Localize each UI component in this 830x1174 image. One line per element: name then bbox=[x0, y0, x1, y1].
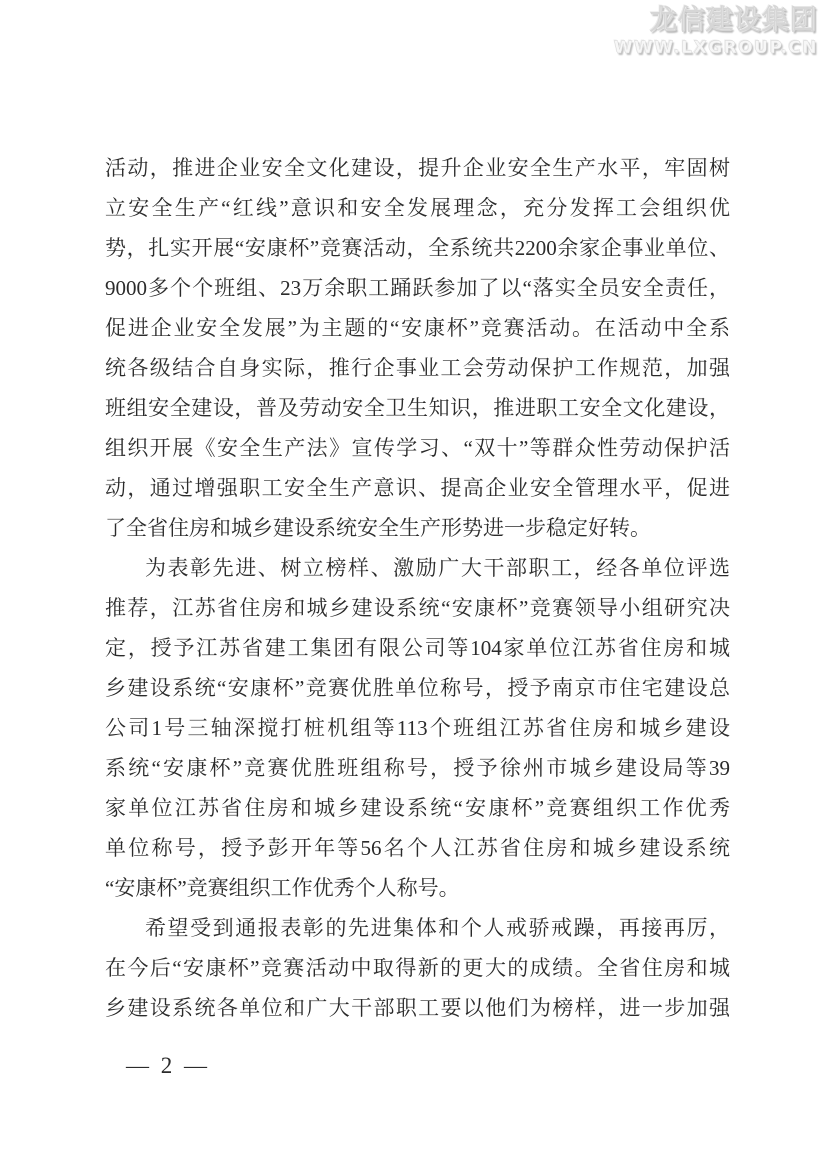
text-line: 动，通过增强职工安全生产意识、提高企业安全管理水平，促进 bbox=[105, 476, 730, 500]
text-line: 9000多个个班组、23万余职工踊跃参加了以“落实全员安全责任， bbox=[105, 276, 730, 300]
text-line: 势，扎实开展“安康杯”竞赛活动，全系统共2200余家企事业单位、 bbox=[105, 236, 730, 260]
text-line: 公司1号三轴深搅打桩机组等113个班组江苏省住房和城乡建设 bbox=[105, 716, 730, 740]
text-line: 班组安全建设，普及劳动安全卫生知识，推进职工安全文化建设， bbox=[105, 396, 730, 420]
text-line: 统各级结合自身实际，推行企事业工会劳动保护工作规范，加强 bbox=[105, 356, 730, 380]
page-number: — 2 — bbox=[126, 1053, 208, 1078]
text-line: 家单位江苏省住房和城乡建设系统“安康杯”竞赛组织工作优秀 bbox=[105, 796, 730, 820]
text-line: 定，授予江苏省建工集团有限公司等104家单位江苏省住房和城 bbox=[105, 636, 730, 660]
text-line: 组织开展《安全生产法》宣传学习、“双十”等群众性劳动保护活 bbox=[105, 436, 730, 460]
text-line: 希望受到通报表彰的先进集体和个人戒骄戒躁，再接再厉， bbox=[145, 916, 730, 940]
paragraph bbox=[105, 548, 730, 908]
paragraph bbox=[105, 148, 730, 548]
text-line: 在今后“安康杯”竞赛活动中取得新的更大的成绩。全省住房和城 bbox=[105, 956, 730, 980]
text-line: 活动，推进企业安全文化建设，提升企业安全生产水平，牢固树 bbox=[105, 156, 730, 180]
text-line: 了全省住房和城乡建设系统安全生产形势进一步稳定好转。 bbox=[105, 516, 651, 540]
company-logo-text: 龙信建设集团 bbox=[650, 5, 818, 36]
company-watermark bbox=[614, 6, 818, 58]
text-line: 单位称号，授予彭开年等56名个人江苏省住房和城乡建设系统 bbox=[105, 836, 730, 860]
company-website-text: WWW.LXGROUP.CN bbox=[613, 38, 818, 58]
text-line: “安康杯”竞赛组织工作优秀个人称号。 bbox=[105, 876, 460, 900]
text-line: 立安全生产“红线”意识和安全发展理念，充分发挥工会组织优 bbox=[105, 196, 730, 220]
text-line: 为表彰先进、树立榜样、激励广大干部职工，经各单位评选 bbox=[145, 556, 730, 580]
paragraph bbox=[105, 908, 730, 1028]
document-body bbox=[105, 148, 730, 1028]
text-line: 系统“安康杯”竞赛优胜班组称号，授予徐州市城乡建设局等39 bbox=[105, 756, 730, 780]
text-line: 乡建设系统各单位和广大干部职工要以他们为榜样，进一步加强 bbox=[105, 996, 730, 1020]
text-line: 推荐，江苏省住房和城乡建设系统“安康杯”竞赛领导小组研究决 bbox=[105, 596, 730, 620]
text-line: 促进企业安全发展”为主题的“安康杯”竞赛活动。在活动中全系 bbox=[105, 316, 730, 340]
text-line: 乡建设系统“安康杯”竞赛优胜单位称号，授予南京市住宅建设总 bbox=[105, 676, 730, 700]
